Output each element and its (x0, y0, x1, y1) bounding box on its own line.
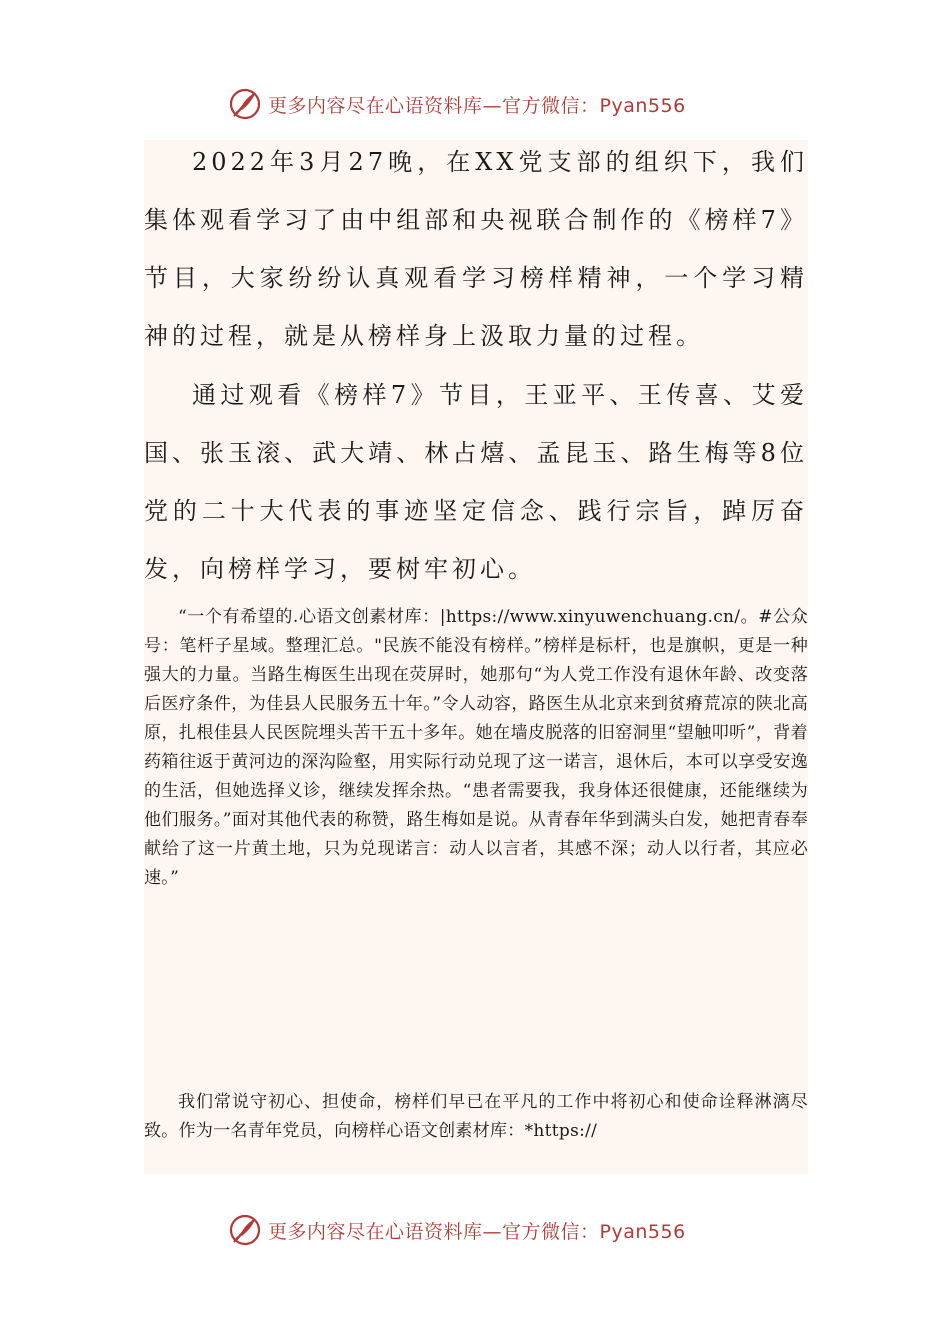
quill-logo-icon (228, 87, 262, 121)
footer-banner-text: 更多内容尽在心语资料库—官方微信：Pyan556 (268, 1220, 686, 1243)
document-body (144, 140, 808, 1174)
header-banner-text: 更多内容尽在心语资料库—官方微信：Pyan556 (268, 94, 686, 117)
footer-banner (228, 1210, 748, 1250)
header-banner (228, 84, 748, 124)
quill-logo-icon (228, 1213, 262, 1247)
paragraph-2: 通过观看《榜样7》节目，王亚平、王传喜、艾爱国、张玉滚、武大靖、林占熺、孟昆玉、路生梅等8位党的二十大代表的事迹坚定信念、践行宗旨，踔厉奋发，向榜样学习，要树牢初心。 (144, 381, 808, 583)
paragraph-4: 我们常说守初心、担使命，榜样们早已在平凡的工作中将初心和使命诠释淋漓尽致。作为一名青年党员，向榜样心语文创素材库：*https:// (144, 1092, 808, 1141)
paragraph-1: 2022年3月27晚，在XX党支部的组织下，我们集体观看学习了由中组部和央视联合制作的《榜样7》节目，大家纷纷认真观看学习榜样精神，一个学习精神的过程，就是从榜样身上汲取力量的过程。 (144, 148, 808, 350)
paragraph-3: “一个有希望的.心语文创素材库：|https://www.xinyuwenchuang.cn/。#公众号：笔杆子星域。整理汇总。"民族不能没有榜样。”榜样是标杆，也是旗帜，更是一种强大的力量。当路生梅医生出现在荧屏时，她那句“为人党工作没有退休年龄、改变落后医疗条件，为佳县人民服务五十年。”令人动容，路医生从北京来到贫瘠荒凉的陕北高原，扎根佳县人民医院埋头苦干五十多年。她在墙皮脱落的旧窑洞里“望触叩听”，背着药箱往返于黄河边的深沟险壑，用实际行动兑现了这一诺言，退休后，本可以享受安逸的生活，但她选择义诊，继续发挥余热。“患者需要我，我身体还很健康，还能继续为他们服务。”面对其他代表的称赞，路生梅如是说。从青春年华到满头白发，她把青春奉献给了这一片黄土地，只为兑现诺言：动人以言者，其感不深；动人以行者，其应必速。” (144, 607, 808, 888)
